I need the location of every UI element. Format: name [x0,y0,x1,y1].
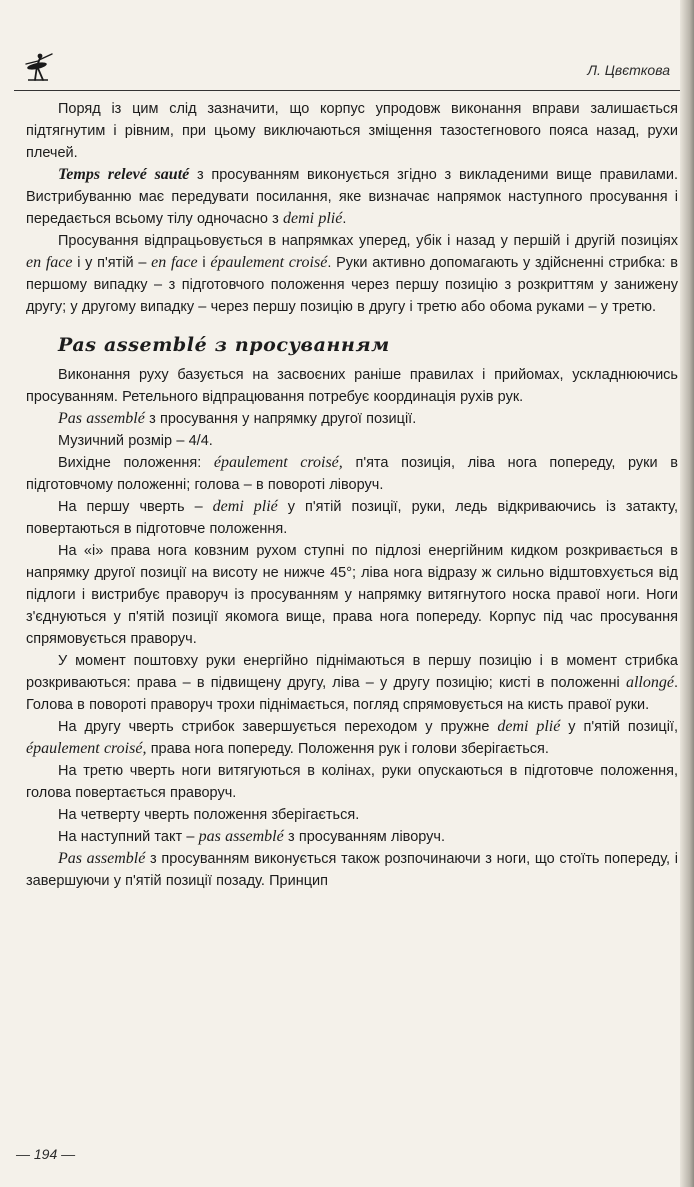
page-edge-shadow [680,0,694,1187]
term: épaulement croisé [210,254,328,271]
paragraph-3: Просування відпрацьовується в напрямках уперед, убік і назад у першій і другій позиціях en face і у п'ятій – en face і épaulement croisé. Руки активно допомагають у здійсненні стрибка: в першому випадку – з підготовчого положення через першу позицію з розкриттям у занижену другу; у другому випадку – через першу позицію в другу і третю або обома руками – у третю. [26,233,679,315]
term: en face [151,254,198,271]
paragraph-4: Виконання руху базується на засвоєних раніше правилах і прийомах, ускладнюючись просуванням. Ретельного відпрацювання потребує координація рухів рук. [26,367,678,405]
paragraph-1: Поряд із цим слід зазначити, що корпус упродовж виконання вправи залишається підтягнутим і рівним, при цьому виключаються зміщення тазостегнового пояса назад, рухи плечей. [26,101,678,161]
term: Pas assemblé [58,850,146,867]
paragraph-8: На першу чверть – demi plié у п'ятій позиції, руки, ледь відкриваючись із затакту, повертаються в підготовче положення. [26,498,678,537]
header-rule [14,90,680,91]
ballerina-icon [16,50,60,94]
paragraph-15: Pas assemblé з просуванням виконується також розпочинаючи з ноги, що стоїть попереду, і завершуючи у п'ятій позиції позаду. Принцип [26,850,679,889]
page-body [26,98,678,892]
paragraph-13: На четверту чверть положення зберігається. [58,807,360,823]
term: demi plié [283,210,343,227]
term: demi plié [212,498,278,515]
paragraph-14: На наступний такт – pas assemblé з просуванням ліворуч. [58,828,446,845]
paragraph-7: Вихідне положення: épaulement croisé, п'ята позиція, ліва нога попереду, руки в підготовчому положенні; голова – в повороті ліворуч. [26,454,678,493]
term: demi plié [497,718,561,735]
term: épaulement croisé, [26,740,147,757]
page-number: — 194 — [16,1146,76,1162]
term: allongé [625,674,674,691]
term: en face [26,254,73,271]
paragraph-6: Музичний розмір – 4/4. [58,433,213,449]
paragraph-9: На «і» права нога ковзним рухом ступні по підлозі енергійним кидком розкривається в напрямку другої позиції на висоту не нижче 45°; ліва нога відразу ж сильно відштовхується від підлоги і вистрибує праворуч із просуванням у напрямку витягнутого носка правої ноги. Ноги з'єднуються у п'ятій позиції якомога вище, права нога попереду. Корпус під час просування спрямовується праворуч. [26,543,678,647]
page-header [14,42,676,90]
paragraph-2: Temps relevé sauté з просуванням виконується згідно з викладеними вище правилами. Вистрибуванню має передувати посилання, яке визначає напрямок наступного просування і передається всьому тілу одночасно з demi plié. [26,166,679,227]
paragraph-5: Pas assemblé з просування у напрямку другої позиції. [58,410,417,427]
term: Pas assemblé [58,410,145,427]
paragraph-12: На третю чверть ноги витягуються в колінах, руки опускаються в підготовче положення, голова повертається праворуч. [26,763,678,801]
section-heading: Pas assemblé з просуванням [58,334,390,356]
term: pas assemblé [198,828,284,845]
term: épaulement croisé, [213,454,343,471]
term: Temps relevé sauté [58,166,190,183]
paragraph-10: У момент поштовху руки енергійно піднімаються в першу позицію і в момент стрибка розкриваються: права – в підвищену другу, ліва – у другу позицію; кисті в положенні allongé. Голова в повороті праворуч трохи піднімається, погляд спрямовується на кисть правої руки. [26,653,678,713]
paragraph-11: На другу чверть стрибок завершується переходом у пружне demi plié у п'ятій позиції, épaulement croisé, права нога попереду. Положення рук і голови зберігається. [26,718,678,757]
running-header-author: Л. Цвєткова [587,62,670,78]
